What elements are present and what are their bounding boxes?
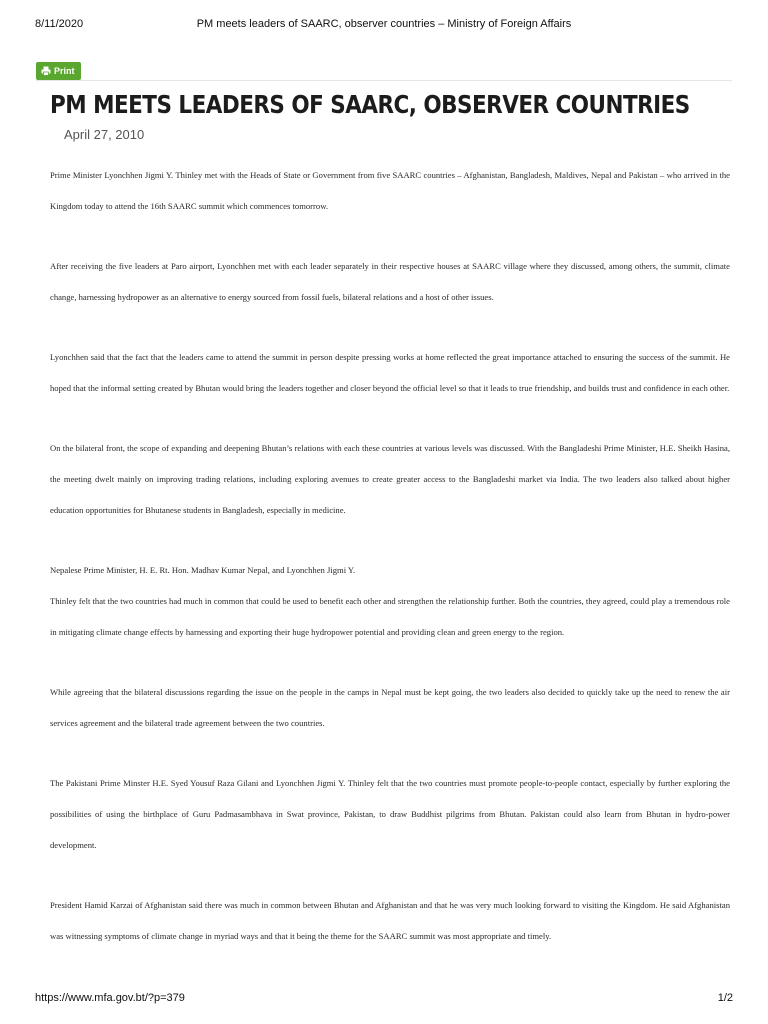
article-paragraph: The Pakistani Prime Minster H.E. Syed Yousuf Raza Gilani and Lyonchhen Jigmi Y. Thinley felt that the two countries must promote people-to-people contact, especially by further exploring the possibilities of using the birthplace of Guru Padmasambhava in Swat province, Pakistan, to draw Buddhist pilgrims from Bhutan. Pakistan could also learn from Bhutan in hydro-power development. [50,778,730,850]
article-paragraph: On the bilateral front, the scope of expanding and deepening Bhutan’s relations with each these countries at various levels was discussed. With the Bangladeshi Prime Minister, H.E. Sheikh Hasina, the meeting dwelt mainly on improving trading relations, including exploring avenues to create greater access to the Bangladeshi market via India. The two leaders also talked about higher education opportunities for Bhutanese students in Bangladesh, especially in medicine. [50,443,730,515]
article-paragraph: After receiving the five leaders at Paro airport, Lyonchhen met with each leader separately in their respective houses at SAARC village where they discussed, among others, the summit, climate change, harnessing hydropower as an alternative to energy sourced from fossil fuels, bilateral relations and a host of other issues. [50,261,730,302]
article-paragraph: Nepalese Prime Minister, H. E. Rt. Hon. Madhav Kumar Nepal, and Lyonchhen Jigmi Y. [50,565,356,575]
footer-page-number: 1/2 [717,992,733,1004]
article-title: PM MEETS LEADERS OF SAARC, OBSERVER COUNTRIES [50,90,690,119]
article-paragraph: President Hamid Karzai of Afghanistan said there was much in common between Bhutan and Afghanistan and that he was very much looking forward to visiting the Kingdom. He said Afghanistan was witnessing symptoms of climate change in myriad ways and that it being the theme for the SAARC summit was most appropriate and timely. [50,900,730,941]
article-date: April 27, 2010 [64,127,145,142]
print-date: 8/11/2020 [35,18,84,30]
header-divider [36,80,732,81]
print-page-title: PM meets leaders of SAARC, observer countries – Ministry of Foreign Affairs [196,18,572,30]
article-paragraph: While agreeing that the bilateral discussions regarding the issue on the people in the camps in Nepal must be kept going, the two leaders also decided to quickly take up the need to renew the air services agreement and the bilateral trade agreement between the two countries. [50,687,730,728]
print-button-label: Print [54,66,75,76]
print-header [0,0,768,46]
article-paragraph: Lyonchhen said that the fact that the leaders came to attend the summit in person despite pressing works at home reflected the great importance attached to ensuring the success of the summit. He hoped that the informal setting created by Bhutan would bring the leaders together and closer beyond the official level so that it leads to true friendship, and builds trust and confidence in each other. [50,352,730,393]
article-paragraph: Prime Minister Lyonchhen Jigmi Y. Thinley met with the Heads of State or Government from five SAARC countries – Afghanistan, Bangladesh, Maldives, Nepal and Pakistan – who arrived in the Kingdom today to attend the 16th SAARC summit which commences tomorrow. [50,170,730,211]
article-body [50,160,730,981]
printer-icon [41,66,51,76]
print-button[interactable] [36,62,81,80]
article-paragraph: Thinley felt that the two countries had much in common that could be used to benefit each other and strengthen the relationship further. Both the countries, they agreed, could play a tremendous role in mitigating climate change effects by harnessing and exporting their huge hydropower potential and providing clean and green energy to the region. [50,596,730,637]
footer-url: https://www.mfa.gov.bt/?p=379 [35,992,185,1004]
